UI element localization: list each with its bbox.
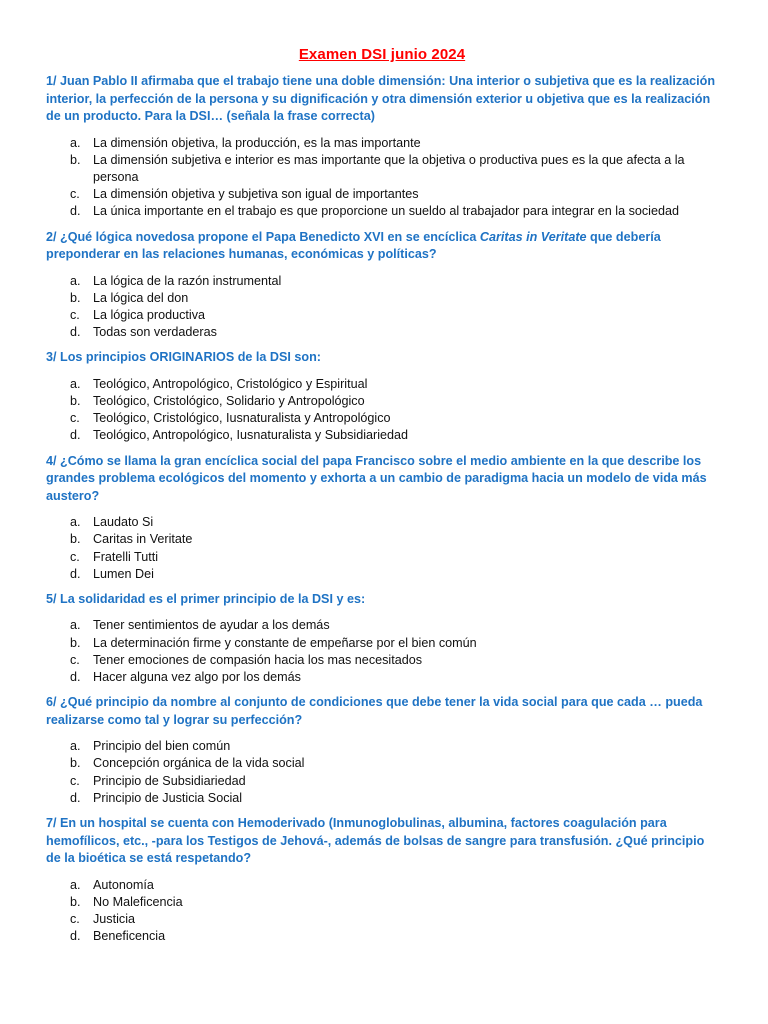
question-6 (46, 694, 718, 807)
option-6b: b. Concepción orgánica de la vida social (70, 756, 305, 771)
question-7 (46, 815, 718, 945)
question-5-options (46, 617, 718, 686)
option-3d: d. Teológico, Antropológico, Iusnaturalista y Subsidiariedad (70, 428, 409, 443)
option-1d: d. La única importante en el trabajo es que proporcione un sueldo al trabajador para integrar en la sociedad (70, 204, 679, 219)
option-7a: a. Autonomía (70, 877, 154, 892)
exam-title: Examen DSI junio 2024 (298, 46, 466, 63)
question-6-text: 6/ ¿Qué principio da nombre al conjunto de condiciones que debe tener la vida social para que cada … pueda realizarse como tal y lograr su perfección? (46, 695, 703, 727)
option-2b: b. La lógica del don (70, 290, 189, 305)
option-4d: d. Lumen Dei (70, 566, 154, 581)
question-5 (46, 591, 718, 686)
question-2 (46, 229, 718, 342)
option-2a: a. La lógica de la razón instrumental (70, 273, 282, 288)
option-7d: d. Beneficencia (70, 929, 166, 944)
option-6c: c. Principio de Subsidiariedad (70, 773, 246, 788)
option-6d: d. Principio de Justicia Social (70, 790, 243, 805)
option-3c: c. Teológico, Cristológico, Iusnaturalista y Antropológico (70, 411, 391, 426)
question-7-options (46, 877, 718, 946)
option-2d: d. Todas son verdaderas (70, 325, 217, 340)
option-3b: b. Teológico, Cristológico, Solidario y Antropológico (70, 394, 365, 409)
option-5b: b. La determinación firme y constante de empeñarse por el bien común (70, 635, 477, 650)
option-1b: b. La dimensión subjetiva e interior es mas importante que la objetiva o productiva pues es la que afecta a la persona (70, 152, 685, 184)
question-1 (46, 73, 718, 221)
encyclical-title: Caritas in Veritate (479, 229, 587, 244)
question-3-options (46, 376, 718, 445)
option-4c: c. Fratelli Tutti (70, 549, 159, 564)
option-5a: a. Tener sentimientos de ayudar a los demás (70, 618, 330, 633)
option-7b: b. No Maleficencia (70, 894, 183, 909)
question-7-text: 7/ En un hospital se cuenta con Hemoderivado (Inmunoglobulinas, albumina, factores coagulación para hemofílicos, etc., -para los Testigos de Jehová-, además de bolsas de sangre para transfusión. ¿Qué principio de la bioética se está respetando? (46, 816, 705, 866)
question-1-text: 1/ Juan Pablo II afirmaba que el trabajo tiene una doble dimensión: Una interior o subjetiva que es la realización interior, la perfección de la persona y su dignificación y otra dimensión exterior u objetiva que es la realización de un producto. Para la DSI… (señala la frase correcta) (46, 74, 716, 123)
question-2-options (46, 273, 718, 342)
option-1c: c. La dimensión objetiva y subjetiva son igual de importantes (70, 187, 419, 202)
option-6a: a. Principio del bien común (70, 739, 231, 754)
option-3a: a. Teológico, Antropológico, Cristológico y Espiritual (70, 376, 368, 391)
question-4-text: 4/ ¿Cómo se llama la gran encíclica social del papa Francisco sobre el medio ambiente en la que describe los grandes problema ecológicos del momento y exhorta a un cambio de paradigma hacia un modelo de vida más austero? (46, 453, 707, 503)
option-1a: a. La dimensión objetiva, la producción, es la mas importante (70, 135, 421, 150)
question-4-options (46, 514, 718, 583)
question-3 (46, 349, 718, 444)
question-6-options (46, 738, 718, 807)
option-4a: a. Laudato Si (70, 515, 154, 530)
question-2-text: 2/ ¿Qué lógica novedosa propone el Papa Benedicto XVI en se encíclica Caritas in Veritate que debería preponderar en las relaciones humanas, económicas y políticas? (46, 229, 661, 262)
option-7c: c. Justicia (70, 911, 135, 926)
option-2c: c. La lógica productiva (70, 307, 206, 322)
question-5-text: 5/ La solidaridad es el primer principio de la DSI y es: (46, 591, 366, 606)
option-5d: d. Hacer alguna vez algo por los demás (70, 670, 301, 685)
option-5c: c. Tener emociones de compasión hacia los mas necesitados (70, 652, 423, 667)
option-4b: b. Caritas in Veritate (70, 532, 193, 547)
question-4 (46, 453, 718, 583)
question-1-options (46, 135, 718, 221)
question-3-text: 3/ Los principios ORIGINARIOS de la DSI son: (46, 350, 322, 365)
